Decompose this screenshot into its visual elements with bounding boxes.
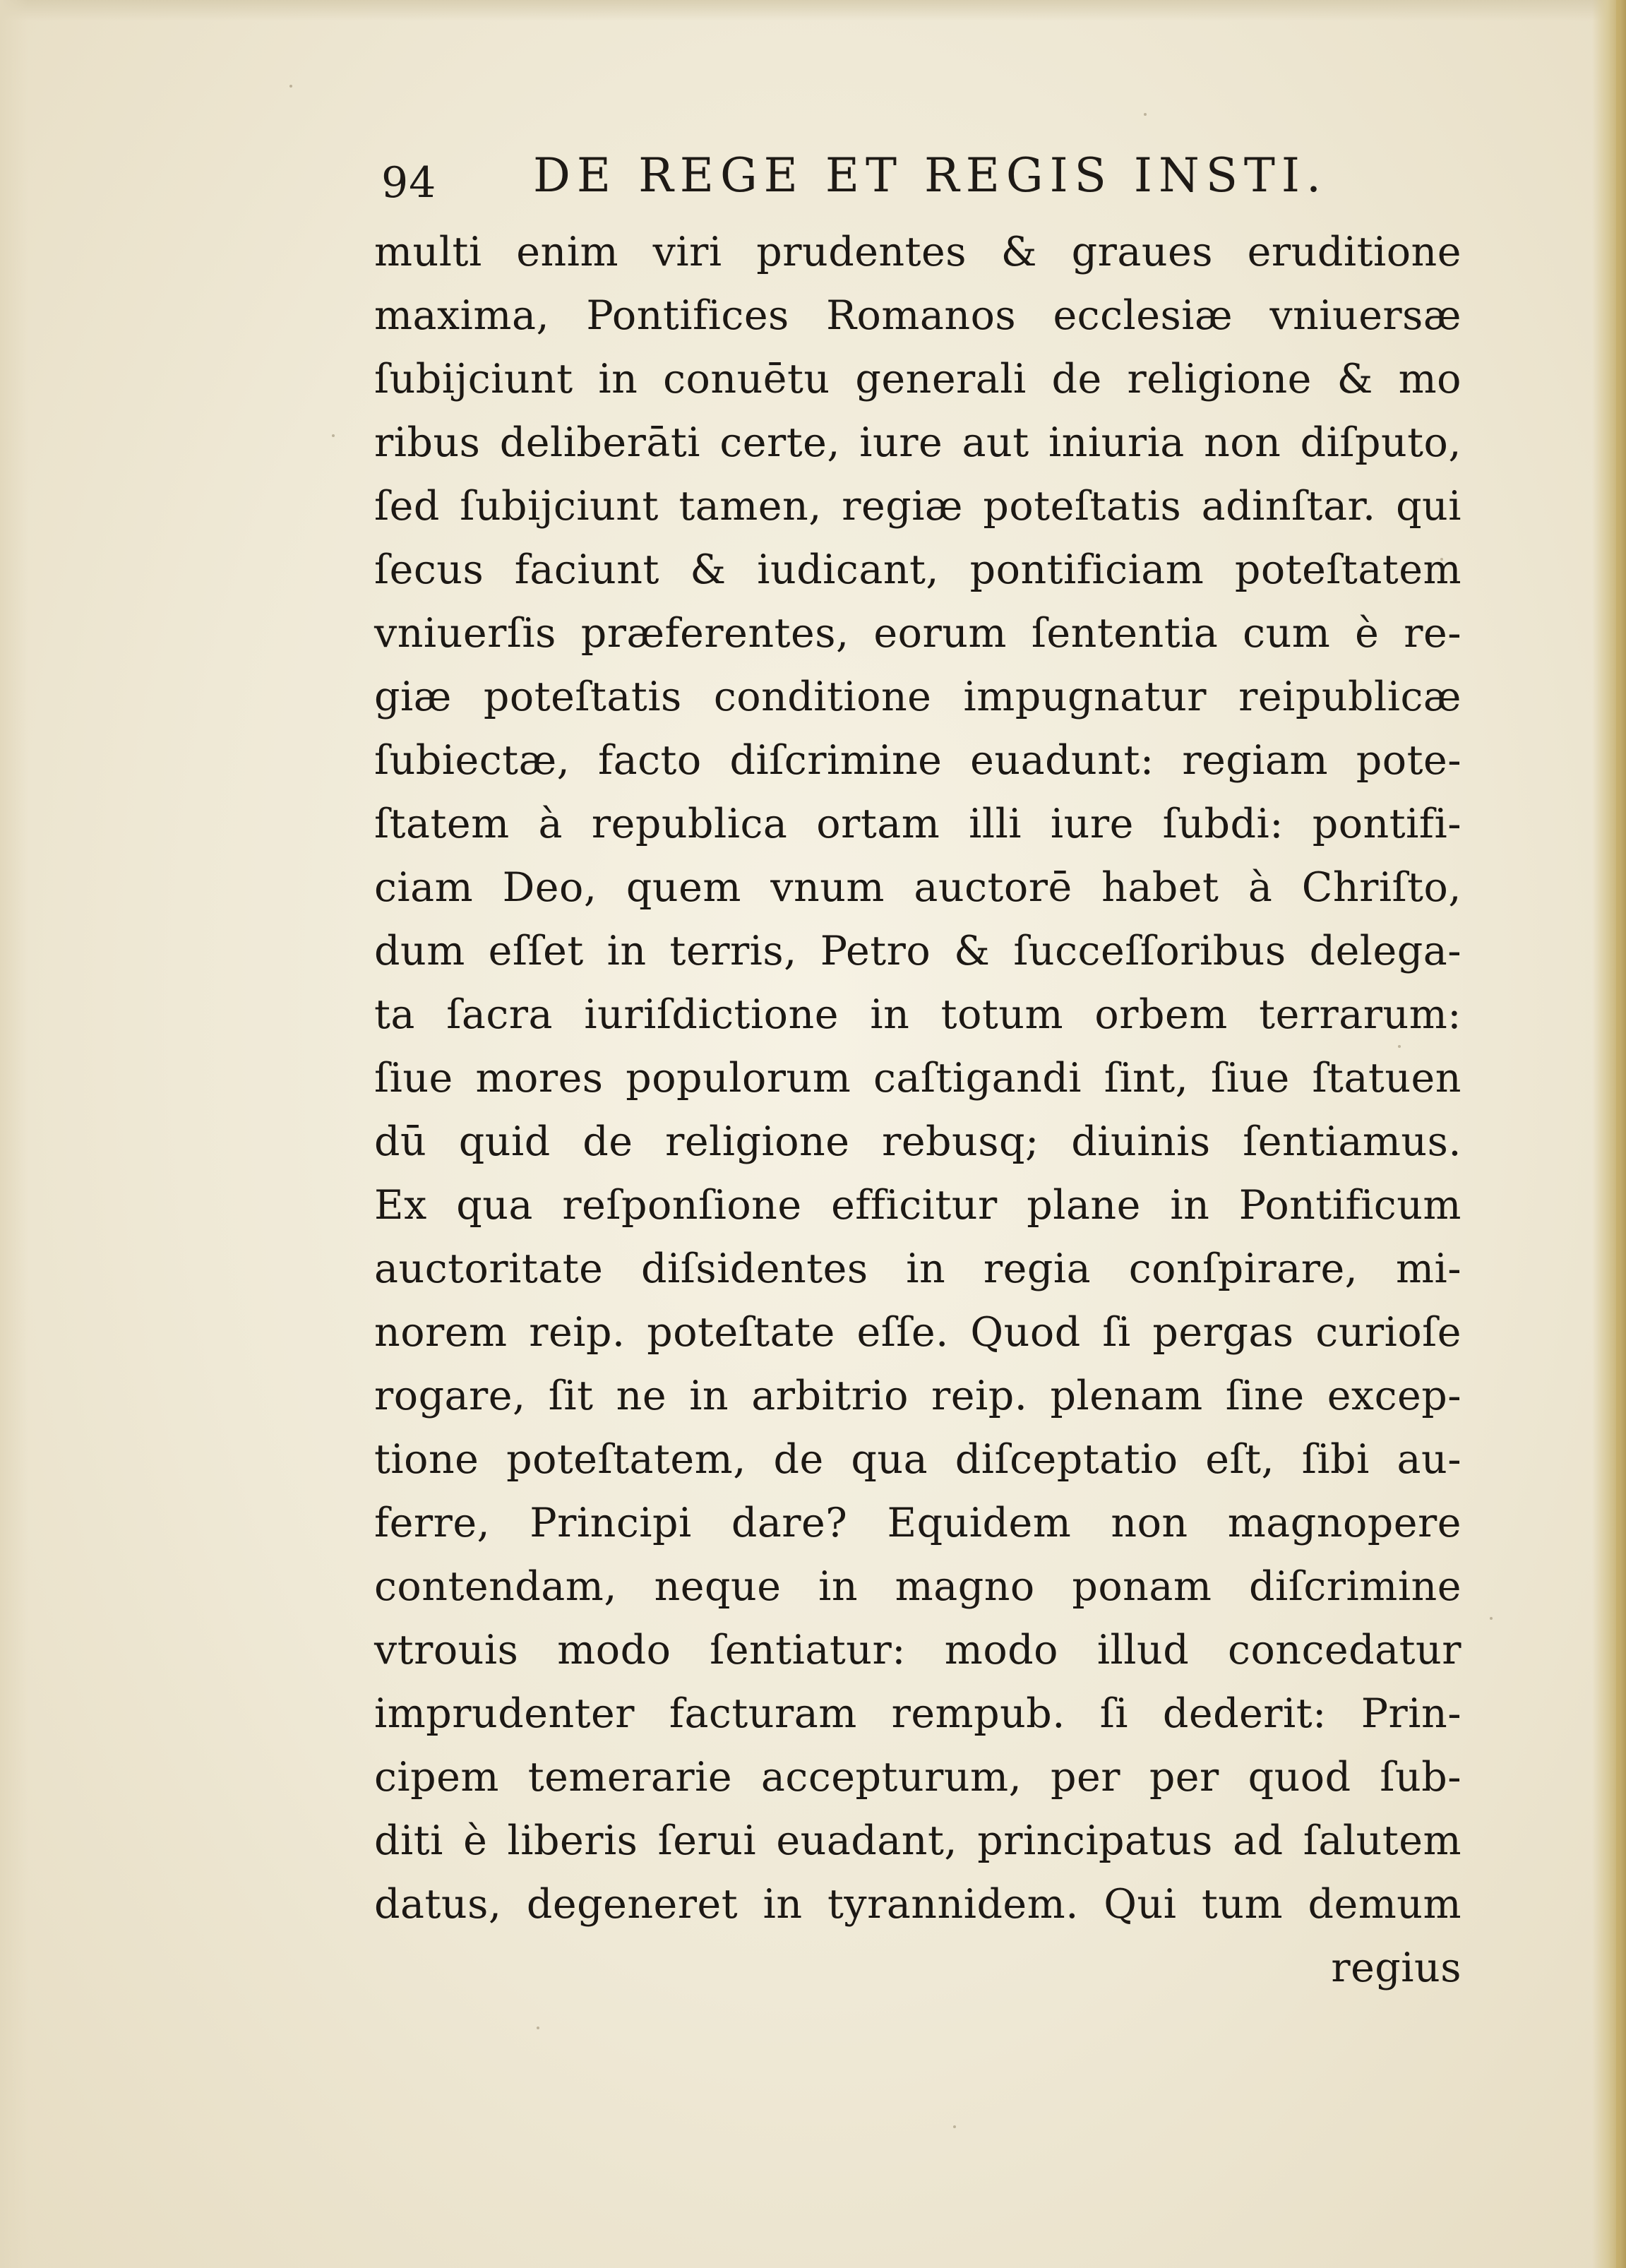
text-line: datus, degeneret in tyrannidem. Qui tum demum — [374, 1881, 1461, 1928]
text-line: ſecus faciunt & iudicant, pontificiam poteſtatem — [374, 547, 1461, 593]
text-line: maxima, Pontifices Romanos ecclesiæ vniuersæ — [374, 292, 1461, 339]
text-line: ta ſacra iuriſdictione in totum orbem terrarum: — [374, 991, 1461, 1038]
text-line: norem reip. poteſtate eſſe. Quod ſi pergas curioſe — [374, 1309, 1461, 1356]
text-line: dum eſſet in terris, Petro & ſucceſſoribus delega- — [374, 928, 1461, 974]
text-line: ferre, Principi dare? Equidem non magnopere — [374, 1500, 1461, 1546]
text-line: ribus deliberāti certe, iure aut iniuria non diſputo, — [374, 419, 1461, 466]
page-edge-line — [1616, 0, 1620, 2268]
text-line: auctoritate diſsidentes in regia conſpirare, mi- — [374, 1246, 1461, 1292]
text-line: vniuerſis præferentes, eorum ſententia cum è re- — [374, 610, 1461, 657]
text-line: dū quid de religione rebusq; diuinis ſentiamus. — [374, 1118, 1461, 1165]
text-line: imprudenter facturam rempub. ſi dederit: Prin- — [374, 1690, 1461, 1737]
text-line: multi enim viri prudentes & graues eruditione — [374, 229, 1461, 275]
text-line: cipem temerarie accepturum, per per quod ſub- — [374, 1754, 1461, 1801]
text-line: ſiue mores populorum caſtigandi ſint, ſiue ſtatuen — [374, 1055, 1461, 1102]
text-line: giæ poteſtatis conditione impugnatur reipublicæ — [374, 674, 1461, 720]
running-head: DE REGE ET REGIS INSTI. — [533, 148, 1327, 203]
text-line: diti è liberis ſerui euadant, principatus ad ſalutem — [374, 1818, 1461, 1864]
text-line: contendam, neque in magno ponam diſcrimine — [374, 1563, 1461, 1610]
page-number: 94 — [381, 158, 437, 208]
text-line: vtrouis modo ſentiatur: modo illud concedatur — [374, 1627, 1461, 1673]
page-left-edge — [0, 0, 28, 2268]
text-line: ſed ſubijciunt tamen, regiæ poteſtatis adinſtar. qui — [374, 483, 1461, 530]
text-line: ſubiectæ, facto diſcrimine euadunt: regiam pote- — [374, 737, 1461, 784]
text-line: ſtatem à republica ortam illi iure ſubdi: pontifi- — [374, 801, 1461, 847]
text-line: tione poteſtatem, de qua diſceptatio eſt, ſibi au- — [374, 1436, 1461, 1483]
text-line: ſubijciunt in conuētu generali de religione & mo — [374, 356, 1461, 402]
catchword: regius — [1331, 1945, 1461, 1991]
text-line: rogare, ſit ne in arbitrio reip. plenam ſine excep- — [374, 1373, 1461, 1419]
text-line: Ex qua reſponſione efficitur plane in Pontificum — [374, 1182, 1461, 1229]
text-line: ciam Deo, quem vnum auctorē habet à Chriſto, — [374, 864, 1461, 911]
page-gilt-edge — [1592, 0, 1626, 2268]
page-top-edge — [0, 0, 1626, 21]
page-header — [381, 148, 1483, 212]
